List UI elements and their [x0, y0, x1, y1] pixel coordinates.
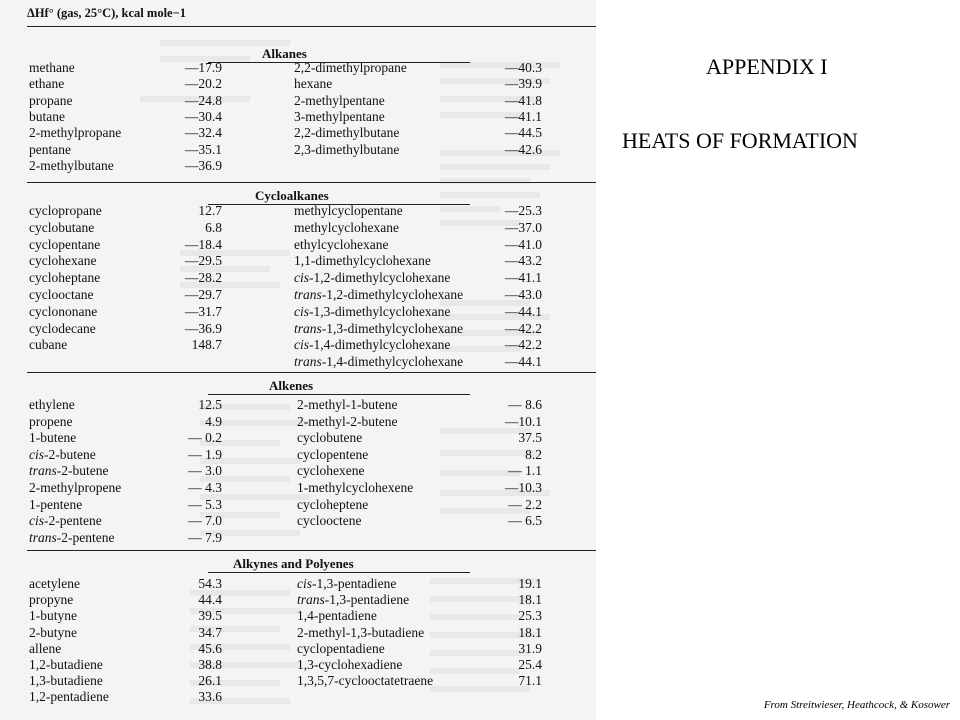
compound-name: cycloheptene — [297, 496, 369, 512]
heat-value: —44.1 — [504, 303, 542, 319]
heat-value: —37.0 — [504, 219, 542, 235]
compound-name: acetylene — [29, 576, 80, 591]
page-title: APPENDIX I — [706, 54, 828, 79]
compound-name: 2-methylpropane — [29, 125, 122, 141]
heat-value: — 1.9 — [188, 446, 222, 462]
section-underline — [208, 394, 470, 395]
compound-name: cyclodecane — [29, 320, 96, 336]
heat-value: — 2.2 — [508, 496, 542, 512]
stereo-prefix: cis — [297, 576, 312, 591]
compound-name: 1,1-dimethylcyclohexane — [294, 253, 431, 269]
compound-name: cyclopentane — [29, 236, 101, 252]
compound-name: 2-methylbutane — [29, 157, 114, 173]
heat-value: —18.4 — [184, 236, 222, 252]
compound-name: ethylene — [29, 397, 75, 412]
stereo-prefix: cis — [29, 446, 44, 462]
compound-name: cyclopentadiene — [297, 640, 385, 656]
compound-name: cyclohexene — [297, 463, 365, 479]
heat-value: 25.4 — [518, 657, 542, 672]
table-row — [0, 142, 596, 157]
heat-value: —30.4 — [184, 108, 222, 124]
heat-value: 26.1 — [198, 673, 222, 689]
compound-name: 1-pentene — [29, 496, 83, 512]
bleed-line — [440, 178, 530, 184]
heat-value: —35.1 — [184, 141, 222, 157]
compound-name: 3-methylpentane — [294, 108, 385, 124]
table-row — [0, 625, 596, 640]
heat-value: 33.6 — [198, 689, 222, 705]
compound-name: cyclononane — [29, 303, 98, 319]
heat-value: —17.9 — [184, 60, 222, 75]
heat-value: 25.3 — [518, 608, 542, 624]
table-row — [0, 158, 596, 173]
table-row — [0, 657, 596, 672]
heat-value: —40.3 — [504, 60, 542, 75]
table-row — [0, 270, 596, 285]
heat-value: 34.7 — [198, 624, 222, 640]
heat-value: —39.9 — [504, 76, 542, 92]
bleed-line — [440, 192, 540, 198]
table-row — [0, 76, 596, 91]
heat-value: —41.1 — [504, 270, 542, 286]
table-row — [0, 480, 596, 495]
heat-value: —10.3 — [504, 480, 542, 495]
table-row — [0, 253, 596, 268]
heat-value: 45.6 — [198, 640, 222, 656]
heat-value: —43.0 — [504, 287, 542, 302]
table-row — [0, 430, 596, 445]
table-row — [0, 203, 596, 218]
section-underline — [208, 572, 470, 573]
stereo-prefix: trans — [294, 354, 322, 370]
compound-name: cyclopropane — [29, 203, 102, 218]
compound-name: 1,3,5,7-cyclooctatetraene — [297, 673, 434, 689]
heat-value: —24.8 — [184, 92, 222, 108]
compound-name: cyclooctene — [297, 513, 362, 529]
compound-name: cyclobutane — [29, 219, 95, 235]
stereo-prefix: cis — [294, 270, 309, 286]
compound-name: cyclooctane — [29, 287, 94, 302]
heat-value: 37.5 — [518, 430, 542, 446]
heat-value: 18.1 — [518, 624, 542, 640]
heat-value: 4.9 — [205, 413, 222, 429]
compound-name: cis-1,2-dimethylcyclohexane — [294, 270, 451, 286]
heat-value: 19.1 — [518, 576, 542, 591]
heat-value: —43.2 — [504, 253, 542, 269]
heat-value: — 1.1 — [508, 463, 542, 479]
heat-value: 8.2 — [525, 446, 542, 462]
table-row — [0, 447, 596, 462]
heat-value: 54.3 — [198, 576, 222, 591]
heat-value: —10.1 — [504, 413, 542, 429]
compound-name: cis-2-pentene — [29, 513, 102, 529]
heat-value: — 5.3 — [188, 496, 222, 512]
stereo-prefix: trans — [29, 463, 57, 479]
section-title: Alkanes — [262, 46, 307, 61]
table-row — [0, 354, 596, 369]
heat-value: —31.7 — [184, 303, 222, 319]
compound-name: 2-butyne — [29, 624, 77, 640]
heat-value: — 8.6 — [508, 397, 542, 412]
heat-value: —42.2 — [504, 337, 542, 353]
table-row — [0, 592, 596, 607]
heat-value: 44.4 — [198, 592, 222, 608]
heat-value: 71.1 — [518, 673, 542, 689]
heat-value: —41.0 — [504, 236, 542, 252]
table-row — [0, 304, 596, 319]
compound-name: 1,2-pentadiene — [29, 689, 109, 705]
table-row — [0, 673, 596, 688]
table-row — [0, 414, 596, 429]
table-row — [0, 513, 596, 528]
heat-value: —29.5 — [184, 253, 222, 269]
section-title: Alkynes and Polyenes — [233, 556, 354, 571]
stereo-prefix: cis — [29, 513, 44, 529]
table-row — [0, 125, 596, 140]
compound-name: 1,3-cyclohexadiene — [297, 657, 403, 672]
heat-value: —25.3 — [504, 203, 542, 218]
section-rule — [27, 550, 596, 551]
compound-name: propene — [29, 413, 73, 429]
heat-value: —41.8 — [504, 92, 542, 108]
section-rule — [27, 372, 596, 373]
table-row — [0, 60, 596, 75]
heat-value: 12.7 — [198, 203, 222, 218]
table-row — [0, 287, 596, 302]
compound-name: allene — [29, 640, 62, 656]
compound-name: cubane — [29, 337, 68, 353]
heat-value: —44.1 — [504, 354, 542, 370]
compound-name: trans-1,2-dimethylcyclohexane — [294, 287, 464, 302]
table-row — [0, 109, 596, 124]
compound-name: hexane — [294, 76, 333, 92]
section-title: Alkenes — [269, 378, 314, 393]
heat-value: — 3.0 — [188, 463, 222, 479]
compound-name: methane — [29, 60, 75, 75]
header-rule — [27, 26, 596, 27]
section-title: Cycloalkanes — [255, 188, 329, 203]
table-row — [0, 237, 596, 252]
compound-name: 2,2-dimethylbutane — [294, 125, 400, 141]
compound-name: 2,3-dimethylbutane — [294, 141, 400, 157]
compound-name: cis-1,3-pentadiene — [297, 576, 397, 591]
compound-name: 2-methylpropene — [29, 480, 122, 495]
heat-value: — 7.9 — [188, 529, 222, 545]
stereo-prefix: cis — [294, 303, 309, 319]
compound-name: 1-butene — [29, 430, 77, 446]
table-row — [0, 220, 596, 235]
compound-name: cyclopentene — [297, 446, 369, 462]
section-rule — [27, 182, 596, 183]
table-row — [0, 321, 596, 336]
compound-name: 1,2-butadiene — [29, 657, 103, 672]
stereo-prefix: trans — [294, 287, 322, 302]
table-row — [0, 576, 596, 591]
heat-value: —20.2 — [184, 76, 222, 92]
heat-value: —32.4 — [184, 125, 222, 141]
heat-value: —36.9 — [184, 320, 222, 336]
heat-value: — 4.3 — [188, 480, 222, 495]
compound-name: 1-methylcyclohexene — [297, 480, 414, 495]
table-row — [0, 93, 596, 108]
compound-name: methylcyclopentane — [294, 203, 403, 218]
compound-name: ethylcyclohexane — [294, 236, 389, 252]
compound-name: ethane — [29, 76, 65, 92]
compound-name: butane — [29, 108, 65, 124]
stereo-prefix: trans — [294, 320, 322, 336]
table-row — [0, 689, 596, 704]
page-subtitle: HEATS OF FORMATION — [622, 128, 858, 153]
heat-value: — 0.2 — [188, 430, 222, 446]
compound-name: trans-2-pentene — [29, 529, 115, 545]
stereo-prefix: trans — [29, 529, 57, 545]
compound-name: trans-1,4-dimethylcyclohexane — [294, 354, 464, 370]
compound-name: trans-1,3-pentadiene — [297, 592, 410, 608]
compound-name: trans-2-butene — [29, 463, 109, 479]
compound-name: 1-butyne — [29, 608, 77, 624]
heat-value: 31.9 — [518, 640, 542, 656]
compound-name: pentane — [29, 141, 71, 157]
compound-name: 2-methyl-1-butene — [297, 397, 398, 412]
stereo-prefix: trans — [297, 592, 325, 608]
compound-name: propyne — [29, 592, 74, 608]
compound-name: cyclobutene — [297, 430, 363, 446]
heat-value: —41.1 — [504, 108, 542, 124]
table-row — [0, 641, 596, 656]
compound-name: 1,4-pentadiene — [297, 608, 377, 624]
heat-value: —28.2 — [184, 270, 222, 286]
heat-value: 12.5 — [198, 397, 222, 412]
compound-name: 2-methyl-1,3-butadiene — [297, 624, 425, 640]
table-row — [0, 337, 596, 352]
compound-name: cis-2-butene — [29, 446, 96, 462]
table-row — [0, 463, 596, 478]
heat-value: —42.2 — [504, 320, 542, 336]
compound-name: methylcyclohexane — [294, 219, 399, 235]
compound-name: 2,2-dimethylpropane — [294, 60, 407, 75]
heat-value: 38.8 — [198, 657, 222, 672]
source-credit: From Streitwieser, Heathcock, & Kosower — [763, 699, 950, 711]
heat-value: 39.5 — [198, 608, 222, 624]
compound-name: cis-1,4-dimethylcyclohexane — [294, 337, 451, 353]
table-row — [0, 608, 596, 623]
stereo-prefix: cis — [294, 337, 309, 353]
heat-value: —44.5 — [504, 125, 542, 141]
heat-value: — 6.5 — [508, 513, 542, 529]
table-row — [0, 397, 596, 412]
heat-value: — 7.0 — [188, 513, 222, 529]
compound-name: trans-1,3-dimethylcyclohexane — [294, 320, 464, 336]
compound-name: 2-methylpentane — [294, 92, 385, 108]
compound-name: propane — [29, 92, 73, 108]
heat-value: 18.1 — [518, 592, 542, 608]
table-header: ΔHf° (gas, 25°C), kcal mole−1 — [27, 6, 186, 20]
heat-value: 148.7 — [191, 337, 222, 353]
compound-name: 1,3-butadiene — [29, 673, 103, 689]
heat-value: —36.9 — [184, 157, 222, 173]
heat-value: —42.6 — [504, 141, 542, 157]
table-row — [0, 530, 596, 545]
compound-name: 2-methyl-2-butene — [297, 413, 398, 429]
compound-name: cis-1,3-dimethylcyclohexane — [294, 303, 451, 319]
table-row — [0, 497, 596, 512]
compound-name: cyclohexane — [29, 253, 97, 269]
heat-value: —29.7 — [184, 287, 222, 302]
heat-value: 6.8 — [205, 219, 222, 235]
compound-name: cycloheptane — [29, 270, 101, 286]
